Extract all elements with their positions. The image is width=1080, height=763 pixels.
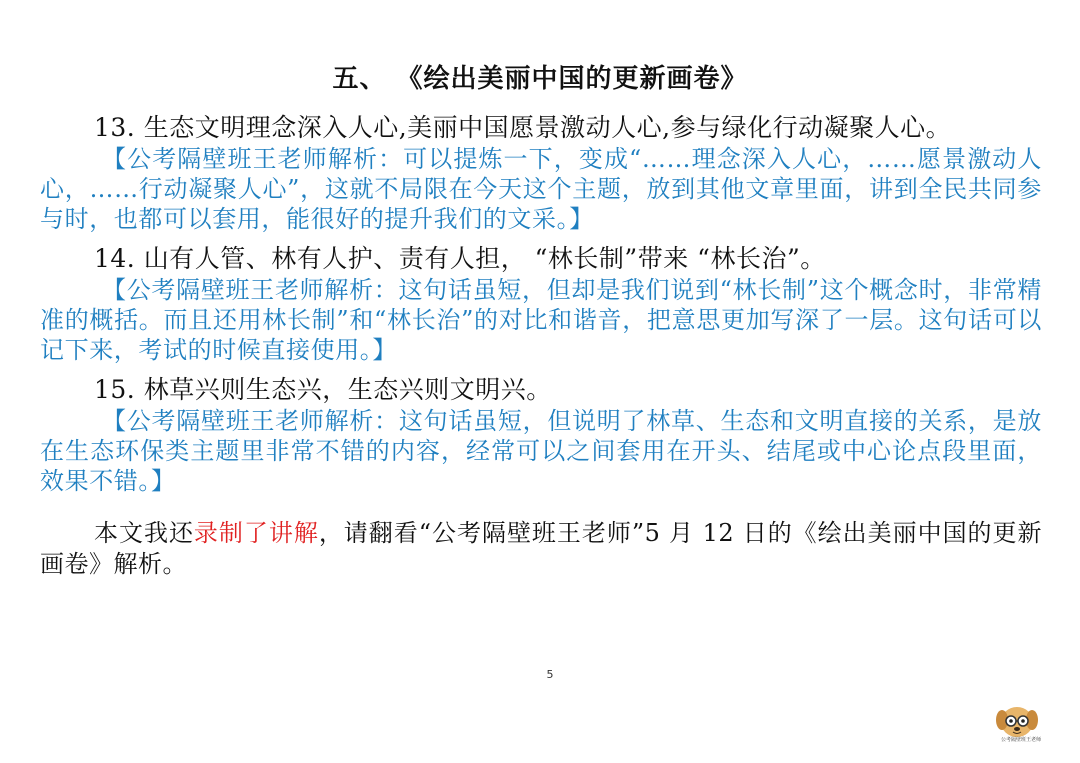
- page-number: 5: [546, 668, 554, 681]
- section-title: 五、 《绘出美丽中国的更新画卷》: [332, 64, 748, 94]
- outro-after: ，请翻看“公考隔壁班王老师”5 月 12 日的《绘出美丽中国的更新画卷》解析。: [40, 519, 1043, 578]
- item-analysis: 【公考隔壁班王老师解析：这句话虽短，但却是我们说到“林长制”这个概念时，非常精准的概括。而且还用林长制”和“林长治”的对比和谐音，把意思更加写深了一层。这句话可以记下来，考试的时候直接使用。】: [40, 276, 1042, 364]
- outro-before: 本文我还: [94, 519, 194, 547]
- item-14: [40, 243, 1042, 365]
- item-statement: 15. 林草兴则生态兴，生态兴则文明兴。: [94, 375, 552, 404]
- item-13: [40, 112, 1042, 234]
- item-statement: 13. 生态文明理念深入人心,美丽中国愿景激动人心,参与绿化行动凝聚人心。: [94, 113, 952, 142]
- item-analysis: 【公考隔壁班王老师解析：这句话虽短，但说明了林草、生态和文明直接的关系，是放在生态环保类主题里非常不错的内容，经常可以之间套用在开头、结尾或中心论点段里面，效果不错。】: [40, 407, 1042, 495]
- item-statement: 14. 山有人管、林有人护、责有人担， “林长制”带来 “林长治”。: [94, 244, 826, 273]
- item-analysis: 【公考隔壁班王老师解析：可以提炼一下，变成“……理念深入人心，……愿景激动人心，……行动凝聚人心”，这就不局限在今天这个主题，放到其他文章里面，讲到全民共同参与时，也都可以套用，能很好的提升我们的文采。】: [40, 145, 1042, 233]
- logo-caption: 公考隔壁班王老师: [1000, 737, 1041, 743]
- item-15: [40, 374, 1042, 496]
- outro-paragraph: [40, 518, 1042, 580]
- outro-text: [40, 518, 1042, 580]
- outro-highlight: 录制了讲解: [193, 519, 319, 547]
